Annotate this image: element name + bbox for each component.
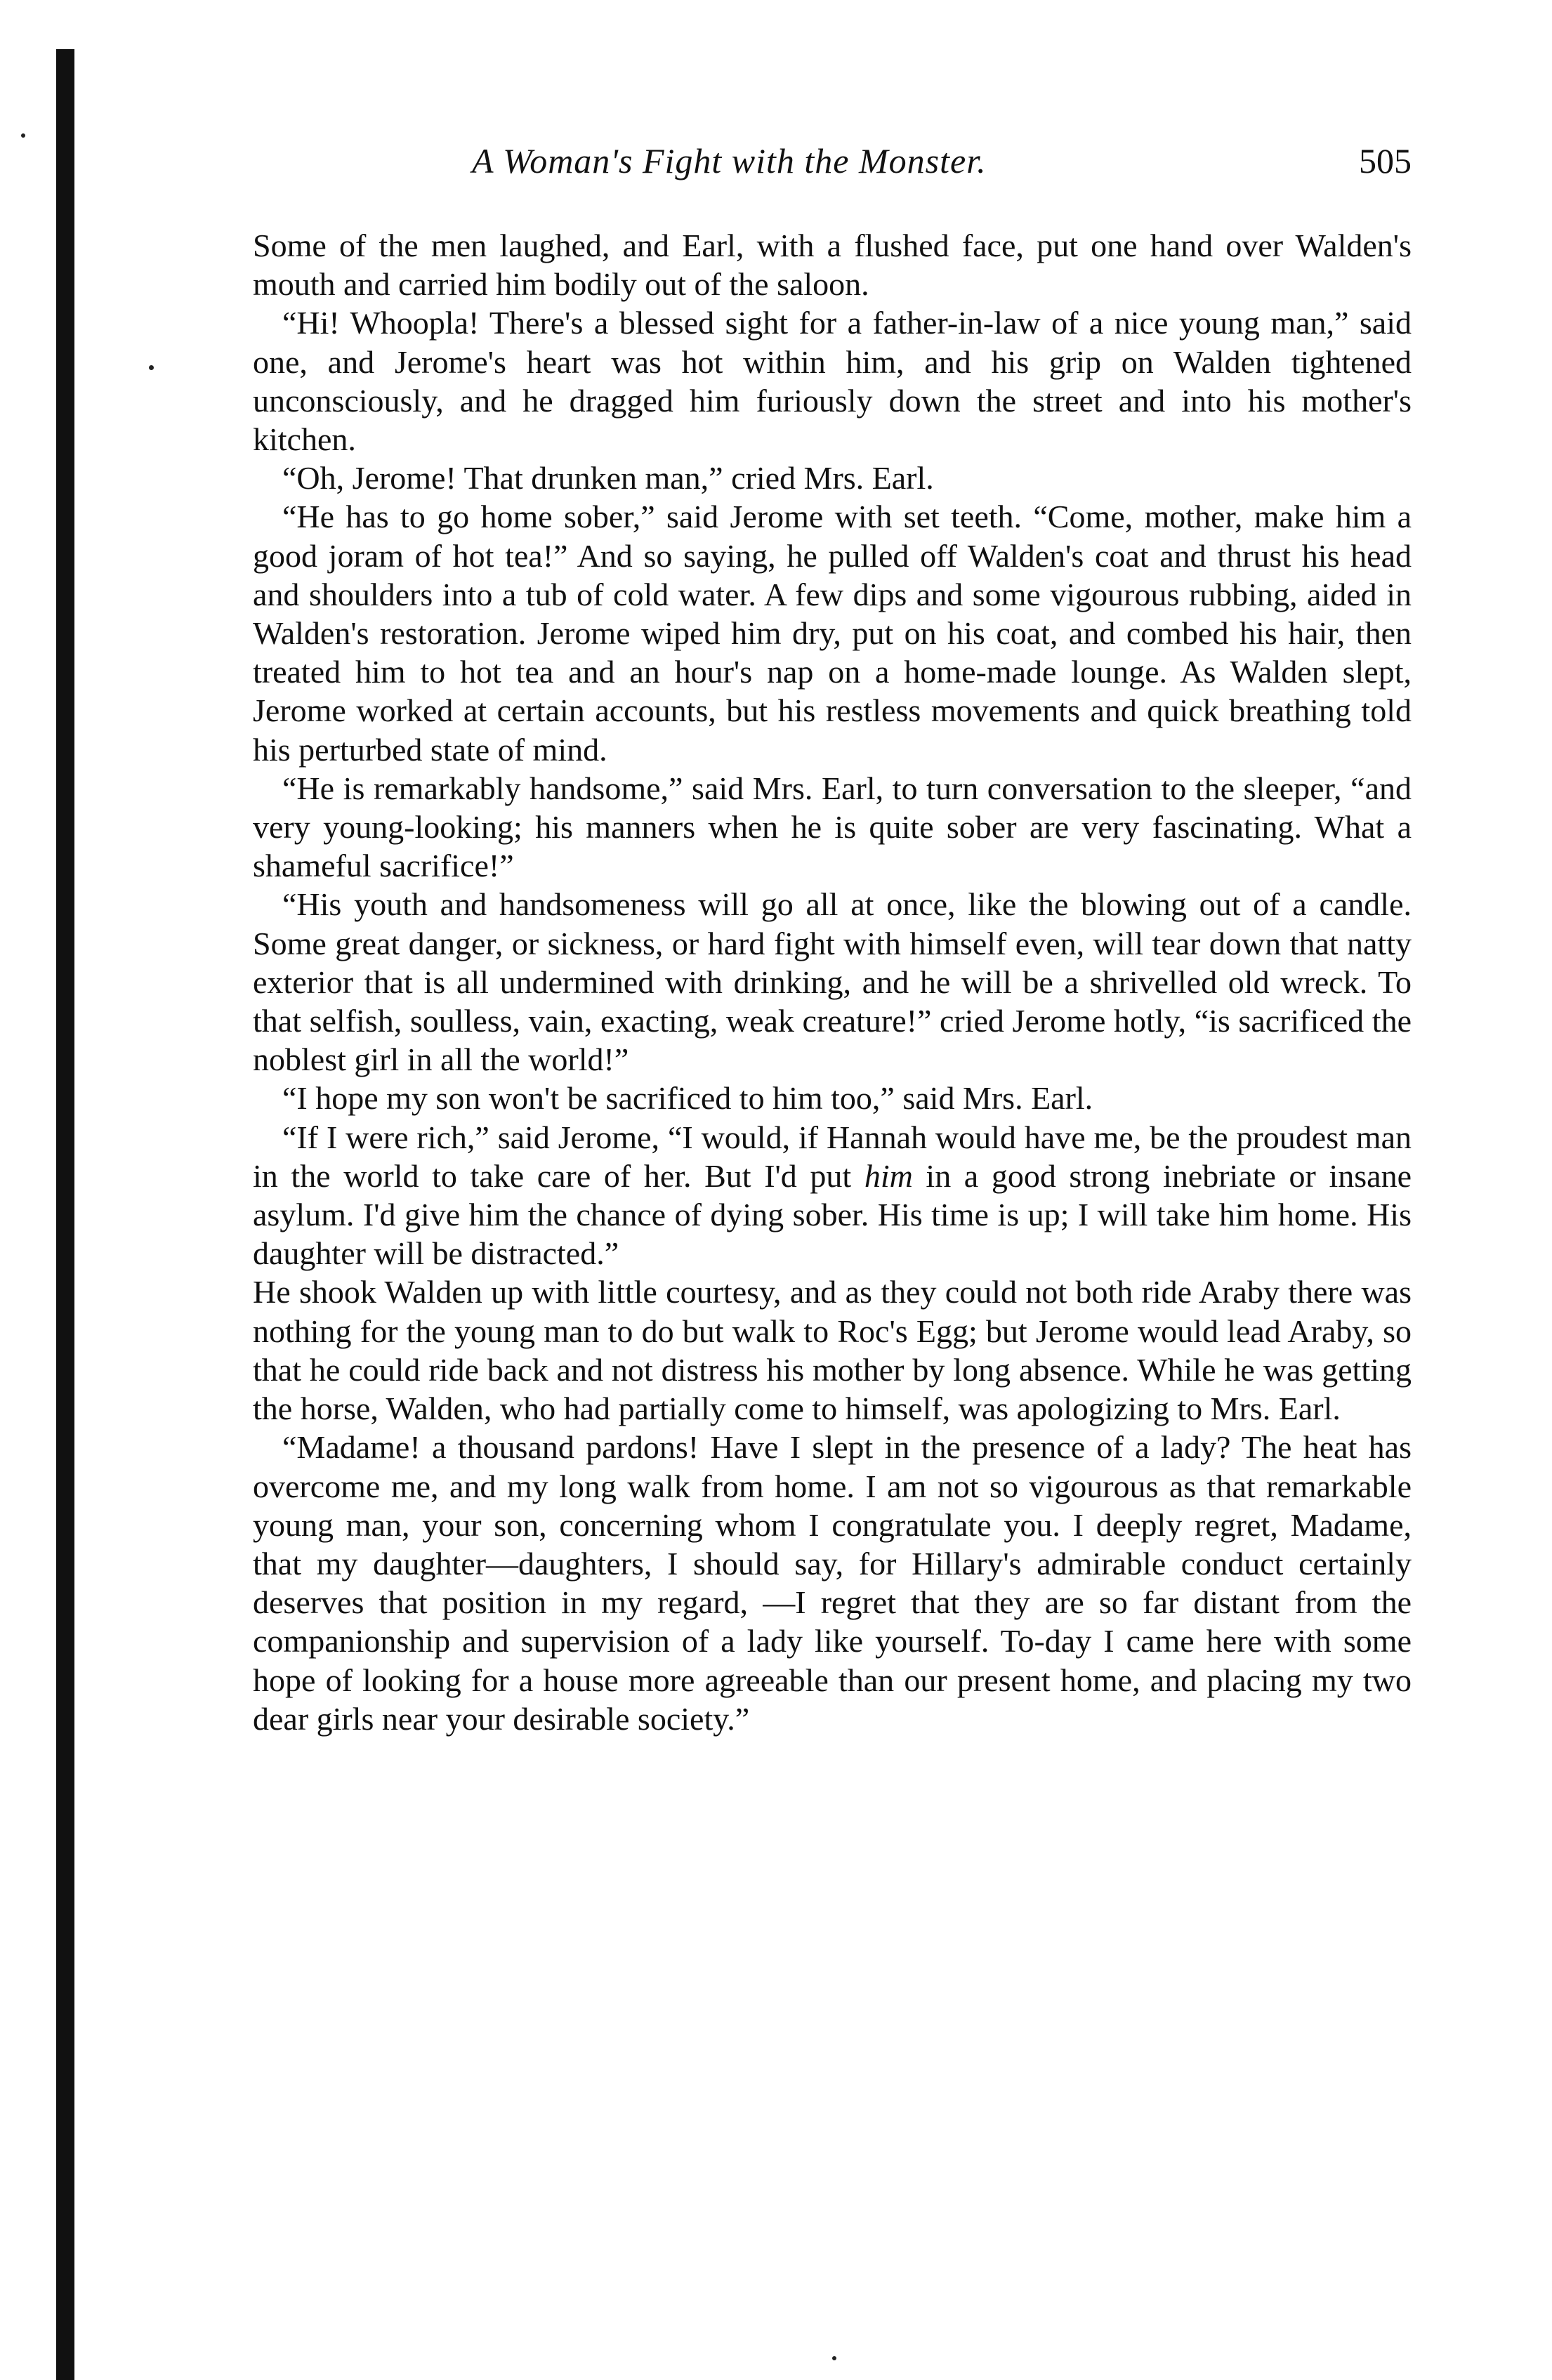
text-body (253, 226, 1412, 1738)
paragraph: “Madame! a thousand pardons! Have I slept in the presence of a lady? The heat has overcome me, and my long walk from home. I am not so vigourous as that remarkable young man, your son, concerning whom I congratulate you. I deeply regret, Madame, that my daughter—daughters, I should say, for Hillary's admirable conduct certainly deserves that position in my regard, —I regret that they are so far distant from the companionship and supervision of a lady like yourself. To-day I came here with some hope of looking for a house more agreeable than our present home, and placing my two dear girls near your desirable society.” (253, 1429, 1412, 1737)
paragraph: “He has to go home sober,” said Jerome with set teeth. “Come, mother, make him a good joram of hot tea!” And so saying, he pulled off Walden's coat and thrust his head and shoulders into a tub of cold water. A few dips and some vigourous rubbing, aided in Walden's restoration. Jerome wiped him dry, put on his coat, and combed his hair, then treated him to hot tea and an hour's nap on a home-made lounge. As Walden slept, Jerome worked at certain accounts, but his restless movements and quick breathing told his perturbed state of mind. (253, 499, 1412, 768)
paragraph-text: “If I were rich,” said Jerome, “I would, if Hannah would have me, be the proudest man in the world to take care of her. But I'd put (253, 1119, 1412, 1194)
scan-speck (21, 133, 25, 138)
paragraph-text: in a good strong inebriate or insane asylum. I'd give him the chance of dying sober. His time is up; I will take him home. His daughter will be distracted.” (253, 1157, 1412, 1272)
paragraph: “His youth and handsomeness will go all at once, like the blowing out of a candle. Some great danger, or sickness, or hard fight with himself even, will tear down that natty exterior that is all undermined with drinking, and he will be a shrivelled old wreck. To that selfish, soulless, vain, exacting, weak creature!” cried Jerome hotly, “is sacrificed the noblest girl in all the world!” (253, 886, 1412, 1078)
scan-speck (832, 2356, 836, 2360)
paragraph: “I hope my son won't be sacrificed to him too,” said Mrs. Earl. (282, 1080, 1093, 1117)
paragraph: He shook Walden up with little courtesy, and as they could not both ride Araby there was nothing for the young man to do but walk to Roc's Egg; but Jerome would lead Araby, so that he could ride back and not distress his mother by long absence. While he was getting the horse, Walden, who had partially come to himself, was apologizing to Mrs. Earl. (253, 1274, 1412, 1427)
paragraph (253, 1118, 1412, 1273)
page-number: 505 (1359, 141, 1412, 180)
binding-edge (56, 49, 74, 2380)
emphasized-word: him (864, 1157, 913, 1194)
paragraph: “Hi! Whoopla! There's a blessed sight for a father-in-law of a nice young man,” said one, and Jerome's heart was hot within him, and his grip on Walden tightened unconsciously, and he dragged him furiously down the street and into his mother's kitchen. (253, 305, 1412, 458)
paragraph: Some of the men laughed, and Earl, with a flushed face, put one hand over Walden's mouth and carried him bodily out of the saloon. (253, 228, 1412, 303)
paragraph: “He is remarkably handsome,” said Mrs. Earl, to turn conversation to the sleeper, “and very young-looking; his manners when he is quite sober are very fascinating. What a shameful sacrifice!” (253, 770, 1412, 884)
paragraph: “Oh, Jerome! That drunken man,” cried Mrs. Earl. (282, 460, 934, 497)
running-title: A Woman's Fight with the Monster. (472, 141, 987, 180)
page-header (253, 140, 1412, 197)
scan-speck (149, 365, 154, 370)
